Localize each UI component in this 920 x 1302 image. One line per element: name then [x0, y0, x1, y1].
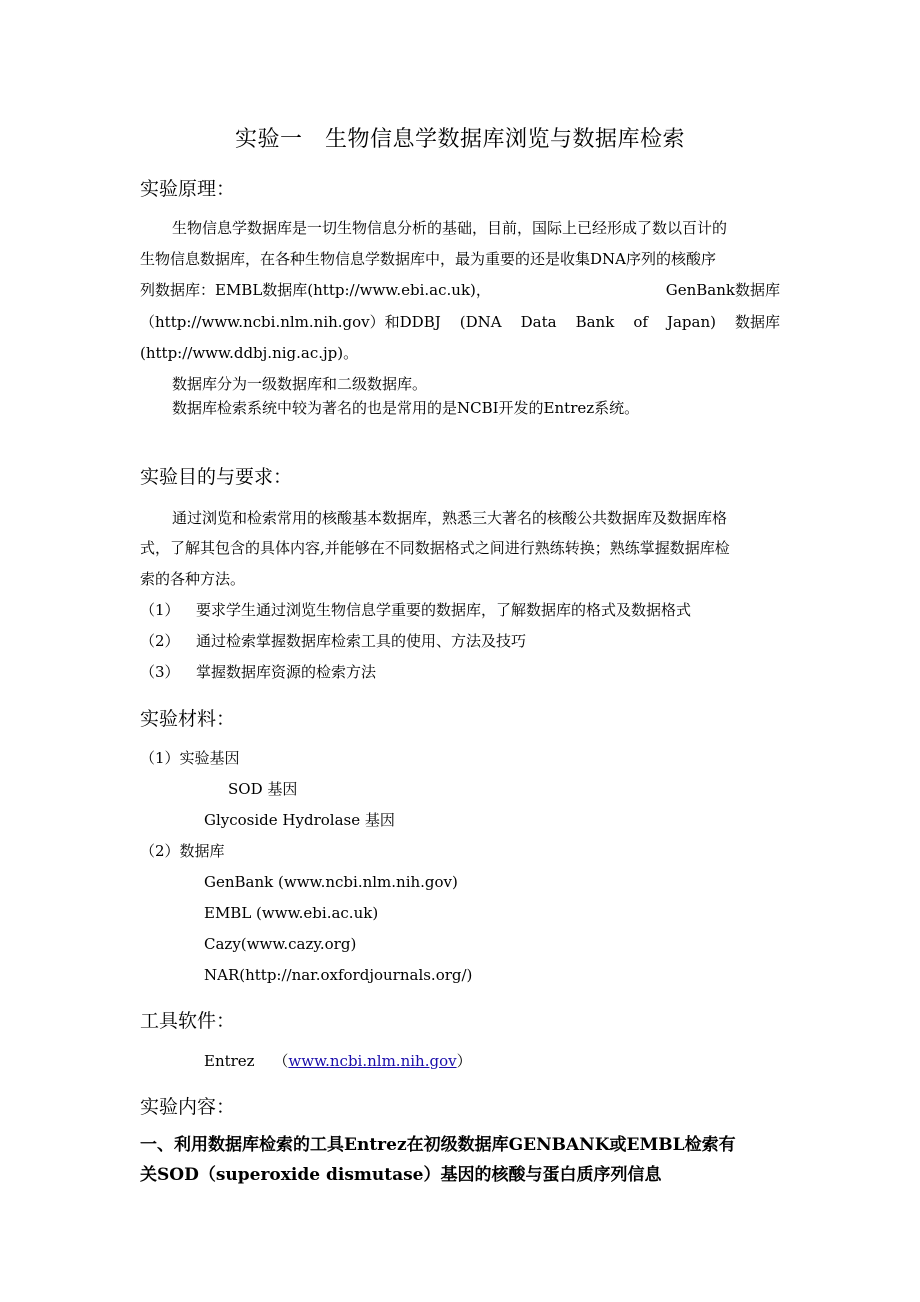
purpose-item-number: （2）	[140, 632, 180, 650]
materials-db-2: EMBL (www.ebi.ac.uk)	[204, 904, 379, 922]
tools-link[interactable]: www.ncbi.nlm.nih.gov	[288, 1052, 457, 1070]
purpose-item-1	[140, 600, 180, 620]
purpose-item-number: （1）	[140, 601, 180, 619]
principle-line-4-word: Bank	[575, 313, 615, 331]
principle-line-4	[140, 312, 780, 332]
principle-line-4-word: Data	[520, 313, 557, 331]
purpose-item-3-text: 掌握数据库资源的检索方法	[196, 663, 377, 681]
content-heading: 实验内容：	[140, 1096, 236, 1118]
purpose-item-number: （3）	[140, 663, 180, 681]
principle-line-3-right: GenBank数据库	[665, 281, 780, 299]
principle-line-2: 生物信息数据库，在各种生物信息学数据库中，最为重要的还是收集DNA序列的核酸序	[140, 250, 716, 268]
principle-line-3-left: 列数据库：EMBL数据库(http://www.ebi.ac.uk)，	[140, 281, 491, 299]
purpose-item-3	[140, 662, 180, 682]
purpose-heading: 实验目的与要求：	[140, 466, 293, 488]
purpose-line-2: 式，了解其包含的具体内容,并能够在不同数据格式之间进行熟练转换；熟练掌握数据库检	[140, 539, 730, 557]
purpose-item-2-text: 通过检索掌握数据库检索工具的使用、方法及技巧	[196, 632, 527, 650]
principle-line-1: 生物信息学数据库是一切生物信息分析的基础，目前，国际上已经形成了数以百计的	[172, 219, 728, 237]
principle-line-3	[140, 280, 780, 300]
principle-line-4-word: （http://www.ncbi.nlm.nih.gov）和DDBJ	[140, 313, 441, 331]
purpose-item-1-text: 要求学生通过浏览生物信息学重要的数据库，了解数据库的格式及数据格式	[196, 601, 692, 619]
materials-db-4: NAR(http://nar.oxfordjournals.org/)	[204, 966, 473, 984]
principle-line-5: (http://www.ddbj.nig.ac.jp)。	[140, 344, 359, 362]
principle-line-6: 数据库分为一级数据库和二级数据库。	[172, 375, 428, 393]
materials-gene-2: Glycoside Hydrolase 基因	[204, 811, 395, 829]
purpose-item-2	[140, 631, 180, 651]
tools-heading: 工具软件：	[140, 1010, 236, 1032]
principle-line-7: 数据库检索系统中较为著名的也是常用的是NCBI开发的Entrez系统。	[172, 399, 640, 417]
principle-line-4-word: of	[633, 313, 648, 331]
materials-db-1: GenBank (www.ncbi.nlm.nih.gov)	[204, 873, 458, 891]
tools-close-paren: ）	[456, 1052, 472, 1070]
principle-line-4-word: 数据库	[734, 313, 780, 331]
content-item-1-line-2: 关SOD（superoxide dismutase）基因的核酸与蛋白质序列信息	[140, 1165, 662, 1185]
tools-name: Entrez	[204, 1052, 255, 1070]
purpose-line-1: 通过浏览和检索常用的核酸基本数据库，熟悉三大著名的核酸公共数据库及数据库格	[172, 509, 728, 527]
materials-db-3: Cazy(www.cazy.org)	[204, 935, 357, 953]
principle-heading: 实验原理：	[140, 178, 236, 200]
materials-db-label: （2）数据库	[140, 842, 225, 860]
materials-gene-1: SOD 基因	[228, 780, 298, 798]
tools-open-paren: （	[273, 1052, 289, 1070]
page-title: 实验一 生物信息学数据库浏览与数据库检索	[234, 127, 685, 152]
tools-line	[204, 1051, 472, 1071]
materials-heading: 实验材料：	[140, 708, 236, 730]
principle-line-4-word: (DNA	[459, 313, 502, 331]
materials-genes-label: （1）实验基因	[140, 749, 240, 767]
purpose-line-3: 索的各种方法。	[140, 570, 246, 588]
content-item-1-line-1: 一、利用数据库检索的工具Entrez在初级数据库GENBANK或EMBL检索有	[140, 1135, 736, 1155]
principle-line-4-word: Japan)	[666, 313, 716, 331]
